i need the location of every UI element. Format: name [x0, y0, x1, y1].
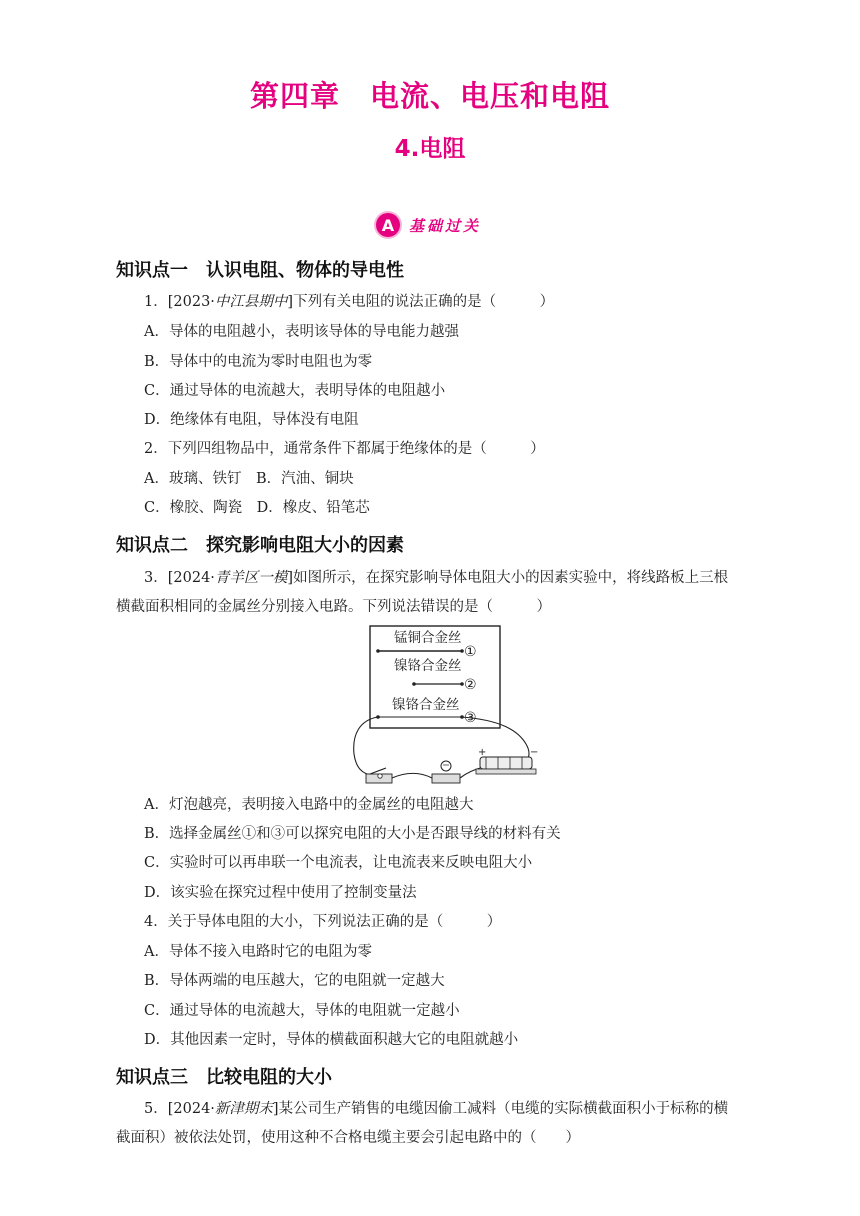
- question-1-source-place: 中江县期中: [214, 294, 288, 310]
- question-1-option-b: B．导体中的电流为零时电阻也为零: [144, 354, 373, 370]
- level-badge: [376, 211, 481, 239]
- question-2-text: 下列四组物品中，通常条件下都属于绝缘体的是（ ）: [167, 441, 545, 457]
- question-1-text: 下列有关电阻的说法正确的是（ ）: [293, 294, 555, 310]
- circuit-figure: [350, 622, 546, 786]
- wire-1-left-terminal: [376, 649, 380, 653]
- section-title: 4.电阻: [394, 136, 466, 162]
- question-5-stem-line-1: [144, 1099, 728, 1119]
- question-3-stem-line-2: 横截面积相同的金属丝分别接入电路。下列说法错误的是（ ）: [116, 599, 551, 615]
- knowledge-point-3-heading: 知识点三 比较电阻的大小: [116, 1067, 332, 1088]
- level-label: 基础过关: [409, 216, 482, 235]
- knowledge-point-1-heading: 知识点一 认识电阻、物体的导电性: [116, 260, 404, 281]
- question-1-option-a: A．导体的电阻越小，表明该导体的导电能力越强: [144, 324, 459, 340]
- question-1-source-year: [2023·: [167, 294, 215, 310]
- question-2-number: 2．: [144, 441, 168, 457]
- lead-wire-left: [354, 717, 378, 776]
- question-4-option-c: C．通过导体的电流越大，导体的电阻就一定越小: [144, 1003, 460, 1019]
- question-4-option-a: A．导体不接入电路时它的电阻为零: [144, 944, 372, 960]
- battery-positive-sign: +: [478, 747, 487, 758]
- question-3-source-year: [2024·: [167, 570, 215, 586]
- battery-negative-sign: −: [530, 747, 539, 758]
- switch-knob: [378, 774, 382, 778]
- question-1-source-end: ]: [287, 294, 294, 310]
- question-2-stem: [144, 439, 545, 459]
- question-3-option-c: C．实验时可以再串联一个电流表，让电流表来反映电阻大小: [144, 855, 533, 871]
- question-5-number: 5．: [144, 1101, 168, 1117]
- question-4-text: 关于导体电阻的大小，下列说法正确的是（ ）: [167, 914, 502, 930]
- wire-3-label: 镍铬合金丝: [392, 697, 460, 713]
- question-1-stem: [144, 292, 554, 312]
- question-3-number: 3．: [144, 570, 168, 586]
- wire-3-number: ③: [464, 710, 477, 726]
- question-4-option-b: B．导体两端的电压越大，它的电阻就一定越大: [144, 973, 445, 989]
- light-bulb-icon: [441, 761, 451, 771]
- bulb-base: [432, 774, 460, 783]
- question-1-option-d: D．绝缘体有电阻，导体没有电阻: [144, 412, 359, 428]
- question-3-option-a: A．灯泡越亮，表明接入电路中的金属丝的电阻越大: [144, 797, 474, 813]
- question-3-source-end: ]: [287, 570, 294, 586]
- question-5-source-year: [2024·: [167, 1101, 215, 1117]
- chapter-title: 第四章 电流、电压和电阻: [249, 79, 610, 113]
- knowledge-point-2-heading: 知识点二 探究影响电阻大小的因素: [116, 535, 404, 556]
- wire-2-left-terminal: [412, 682, 416, 686]
- question-1-number: 1．: [144, 294, 168, 310]
- question-3-option-d: D．该实验在探究过程中使用了控制变量法: [144, 885, 417, 901]
- question-5-source-place: 新津期末: [214, 1101, 273, 1117]
- question-3-source-place: 青羊区一模: [214, 570, 288, 586]
- question-2-options-cd: C．橡胶、陶瓷 D．橡皮、铅笔芯: [144, 500, 370, 516]
- question-3-text-1: 如图所示，在探究影响导体电阻大小的因素实验中，将线路板上三根: [293, 570, 729, 586]
- question-5-stem-line-2: 截面积）被依法处罚，使用这种不合格电缆主要会引起电路中的（ ）: [116, 1130, 580, 1146]
- lead-wire-switch-bulb: [392, 774, 432, 779]
- question-4-stem: [144, 912, 501, 932]
- question-4-number: 4．: [144, 914, 168, 930]
- battery-box-icon: [480, 757, 532, 769]
- question-5-text-1: 某公司生产销售的电缆因偷工减料（电缆的实际横截面积小于标称的横: [278, 1101, 729, 1117]
- question-4-option-d: D．其他因素一定时，导体的横截面积越大它的电阻就越小: [144, 1032, 519, 1048]
- level-a-icon: A: [376, 213, 400, 237]
- question-1-option-c: C．通过导体的电流越大，表明导体的电阻越小: [144, 383, 446, 399]
- question-5-source-end: ]: [272, 1101, 279, 1117]
- question-3-stem-line-1: [144, 568, 728, 588]
- wire-2-label: 镍铬合金丝: [394, 658, 462, 674]
- question-2-options-ab: A．玻璃、铁钉 B．汽油、铜块: [144, 471, 354, 487]
- wire-2-number: ②: [464, 677, 477, 693]
- wire-1-number: ①: [464, 644, 477, 660]
- battery-stand: [476, 769, 536, 774]
- wire-1-label: 锰铜合金丝: [394, 630, 462, 646]
- switch-lever-icon: [370, 768, 386, 774]
- question-3-option-b: B．选择金属丝①和③可以探究电阻的大小是否跟导线的材料有关: [144, 826, 561, 842]
